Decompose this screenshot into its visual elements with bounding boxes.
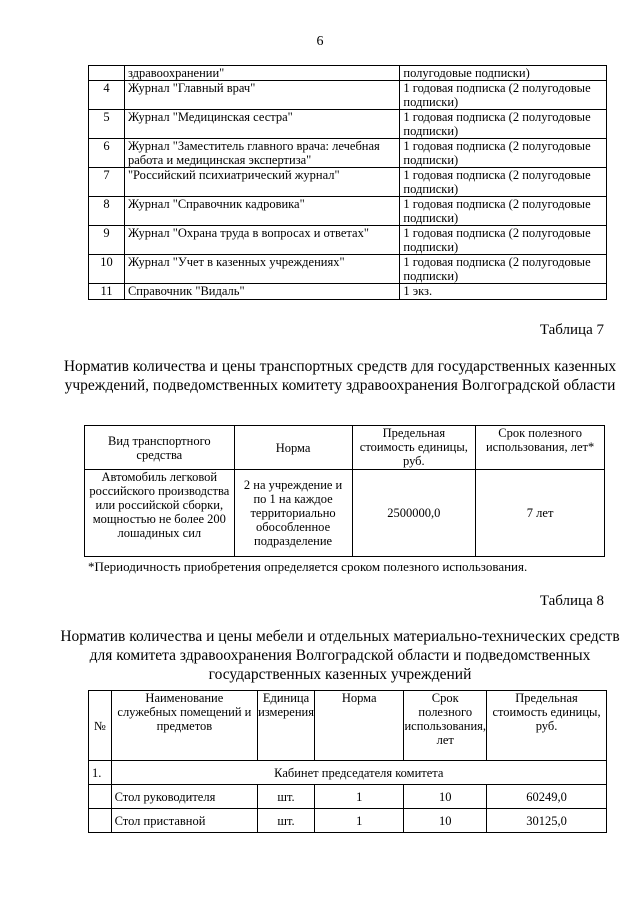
row-quantity: 1 годовая подписка (2 полугодовые подписки) <box>400 168 607 197</box>
table-row <box>89 66 607 81</box>
row-quantity: 1 годовая подписка (2 полугодовые подписки) <box>400 139 607 168</box>
row-number: 7 <box>89 168 125 197</box>
row-quantity: 1 годовая подписка (2 полугодовые подписки) <box>400 255 607 284</box>
table8-label: Таблица 8 <box>539 593 604 609</box>
item-unit: шт. <box>258 785 315 809</box>
row-name: здравоохранении" <box>124 66 399 81</box>
table-row <box>89 110 607 139</box>
row-name: Журнал "Главный врач" <box>124 81 399 110</box>
row-number: 10 <box>89 255 125 284</box>
t8-body <box>89 785 607 833</box>
subscriptions-table-body <box>89 66 607 300</box>
table8-title: Норматив количества и цены мебели и отдельных материально-технических средств для комитета здравоохранения Волгоградской области и подведомственных государственных казенных учреждений <box>60 628 620 683</box>
transport-table <box>84 425 605 557</box>
row-number: 11 <box>89 284 125 300</box>
t7-vehicle-term: 7 лет <box>476 470 605 557</box>
item-unit: шт. <box>258 809 315 833</box>
item-price: 30125,0 <box>487 809 607 833</box>
row-name: Журнал "Справочник кадровика" <box>124 197 399 226</box>
t7-vehicle-norm: 2 на учреждение и по 1 на каждое территориально обособленное подразделение <box>234 470 352 557</box>
row-name: "Российский психиатрический журнал" <box>124 168 399 197</box>
row-name: Журнал "Медицинская сестра" <box>124 110 399 139</box>
furniture-table <box>88 690 607 833</box>
row-name: Журнал "Охрана труда в вопросах и ответах" <box>124 226 399 255</box>
t7-vehicle-price: 2500000,0 <box>352 470 476 557</box>
item-norm: 1 <box>314 785 404 809</box>
row-number <box>89 66 125 81</box>
t7-header-price: Предельная стоимость единицы, руб. <box>352 426 476 470</box>
row-quantity: 1 годовая подписка (2 полугодовые подписки) <box>400 197 607 226</box>
item-term: 10 <box>404 809 487 833</box>
row-name: Журнал "Заместитель главного врача: лечебная работа и медицинская экспертиза" <box>124 139 399 168</box>
table7-label: Таблица 7 <box>539 322 604 338</box>
table-row <box>89 284 607 300</box>
table-row <box>89 81 607 110</box>
table-row <box>89 226 607 255</box>
table7-title: Норматив количества и цены транспортных средств для государственных казенных учреждений, подведомственных комитету здравоохранения Волгоградской области <box>63 358 617 394</box>
row-number: 8 <box>89 197 125 226</box>
table-row <box>89 809 607 833</box>
item-name: Стол руководителя <box>111 785 257 809</box>
item-norm: 1 <box>314 809 404 833</box>
t8-section-title: Кабинет председателя комитета <box>111 761 606 785</box>
t7-header-norm: Норма <box>234 426 352 470</box>
item-name: Стол приставной <box>111 809 257 833</box>
table7-note: *Периодичность приобретения определяется сроком полезного использования. <box>88 559 528 574</box>
row-quantity: 1 годовая подписка (2 полугодовые подписки) <box>400 226 607 255</box>
table-row <box>89 197 607 226</box>
t8-section-num: 1. <box>89 761 112 785</box>
row-number: 9 <box>89 226 125 255</box>
t8-header-norm: Норма <box>314 691 404 761</box>
row-quantity: полугодовые подписки) <box>400 66 607 81</box>
row-name: Справочник "Видаль" <box>124 284 399 300</box>
row-number: 5 <box>89 110 125 139</box>
row-name: Журнал "Учет в казенных учреждениях" <box>124 255 399 284</box>
row-number: 4 <box>89 81 125 110</box>
item-term: 10 <box>404 785 487 809</box>
t7-header-term: Срок полезного использования, лет* <box>476 426 605 470</box>
row-quantity: 1 годовая подписка (2 полугодовые подписки) <box>400 110 607 139</box>
item-price: 60249,0 <box>487 785 607 809</box>
row-quantity: 1 экз. <box>400 284 607 300</box>
t8-header-name: Наименование служебных помещений и предметов <box>111 691 257 761</box>
table-row <box>89 785 607 809</box>
table-row <box>89 139 607 168</box>
page-number: 6 <box>316 34 324 49</box>
row-number: 6 <box>89 139 125 168</box>
t8-header-unit: Единица измерения <box>258 691 315 761</box>
t7-header-type: Вид транспортного средства <box>85 426 235 470</box>
subscriptions-table <box>88 65 607 300</box>
t8-header-num: № <box>89 691 112 761</box>
t8-header-price: Предельная стоимость единицы, руб. <box>487 691 607 761</box>
t8-header-term: Срок полезного использования, лет <box>404 691 487 761</box>
row-number <box>89 785 112 809</box>
row-number <box>89 809 112 833</box>
table-row <box>89 255 607 284</box>
t7-vehicle-type: Автомобиль легковой российского производства или российской сборки, мощностью не более 200 лошадиных сил <box>85 470 235 557</box>
table-row <box>89 168 607 197</box>
row-quantity: 1 годовая подписка (2 полугодовые подписки) <box>400 81 607 110</box>
